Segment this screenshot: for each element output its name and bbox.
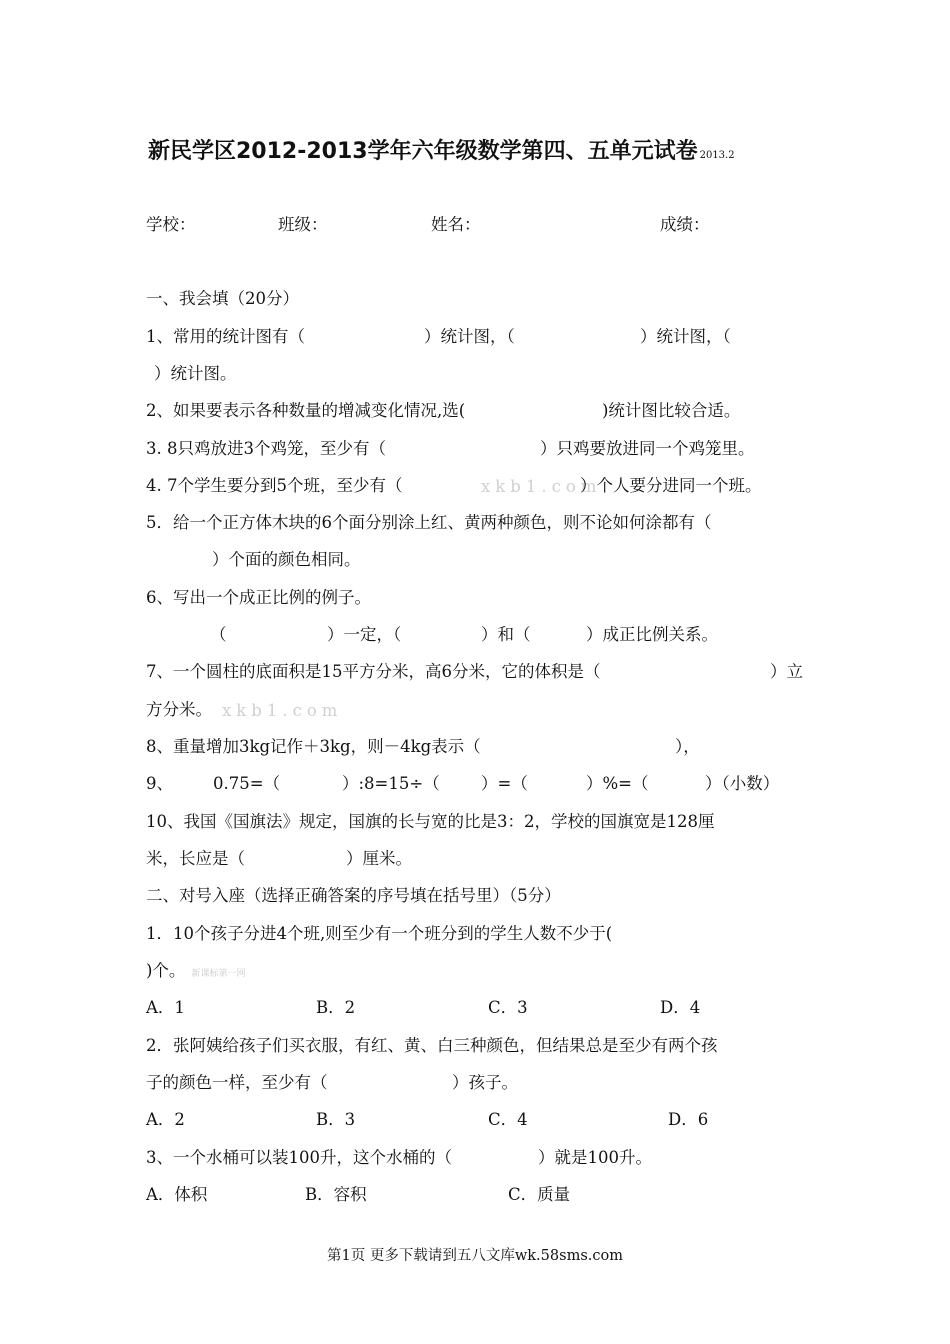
q9-part-d: ）=（ [481, 774, 528, 793]
q3-part-a: 3. 8只鸡放进3个鸡笼，至少有（ [146, 439, 386, 458]
section2-heading: 二、对号入座（选择正确答案的序号填在括号里）（5分） [146, 886, 561, 905]
s2-q1-part-a: 1．10个孩子分进4个班,则至少有一个班分到的学生人数不少于( [146, 924, 613, 943]
s2-q1-option-b: B．2 [316, 998, 356, 1017]
s2-q3-option-c: C．质量 [508, 1185, 571, 1204]
s2-q3-part-b: ）就是100升。 [538, 1148, 652, 1167]
s2-q2-option-c: C．4 [488, 1110, 528, 1129]
s2-q2-option-a: A．2 [146, 1110, 185, 1129]
q5-part-b: ）个面的颜色相同。 [212, 550, 361, 569]
s2-q3-option-b: B．容积 [305, 1185, 367, 1204]
q10-part-a: 10、我国《国旗法》规定，国旗的长与宽的比是3：2，学校的国旗宽是128厘 [146, 812, 715, 831]
q6-part-a: 6、写出一个成正比例的例子。 [146, 588, 371, 607]
q2-part-a: 2、如果要表示各种数量的增减变化情况,选( [146, 401, 466, 420]
q7-watermark: xkb1.com [222, 701, 343, 720]
s2-q1-part-b [146, 959, 245, 986]
q8-part-a: 8、重量增加3kg记作＋3kg，则－4kg表示（ [146, 737, 481, 756]
q9-part-e: ）%=（ [586, 774, 649, 793]
q1-part-b: ）统计图，（ [424, 327, 515, 346]
q2-part-b: )统计图比较合适。 [602, 401, 741, 420]
q7-part-c: 方分米。 [146, 700, 212, 719]
section1-heading: 一、我会填（20分） [146, 289, 299, 308]
q6-part-e: ）成正比例关系。 [586, 625, 718, 644]
q10-part-b: 米，长应是（ [146, 849, 245, 868]
s2-q2-part-c: ）孩子。 [452, 1073, 518, 1092]
s2-q1-option-d: D．4 [660, 998, 701, 1017]
page-footer: 第1页 更多下载请到五八文库wk.58sms.com [327, 1248, 623, 1264]
q4-part-a: 4. 7个学生要分到5个班，至少有（ [146, 476, 403, 495]
q1-part-c: ）统计图，（ [640, 327, 731, 346]
class-label: 班级： [278, 215, 328, 234]
name-label: 姓名： [431, 215, 481, 234]
q9-part-a: 9、 [146, 774, 173, 793]
s2-q1-option-a: A．1 [146, 998, 185, 1017]
s2-q2-option-b: B．3 [316, 1110, 356, 1129]
s2-q1-part-b-text: )个。 [146, 961, 186, 980]
q9-part-c: ）:8=15÷（ [342, 774, 440, 793]
s2-q3-part-a: 3、一个水桶可以装100升，这个水桶的（ [146, 1148, 452, 1167]
q5-part-a: 5．给一个正方体木块的6个面分别涂上红、黄两种颜色，则不论如何涂都有（ [146, 513, 712, 532]
title-text: 新民学区2012-2013学年六年级数学第四、五单元试卷 [148, 139, 698, 164]
q4-part-b: ）个人要分进同一个班。 [580, 476, 762, 495]
s2-q1-option-c: C．3 [488, 998, 528, 1017]
q4-watermark: xkb1.com [481, 477, 602, 496]
q3-part-b: ）只鸡要放进同一个鸡笼里。 [540, 439, 755, 458]
s2-q2-part-a: 2．张阿姨给孩子们买衣服，有红、黄、白三种颜色，但结果总是至少有两个孩 [146, 1036, 718, 1055]
q8-part-b: ）， [675, 737, 700, 756]
q7-part-a: 7、一个圆柱的底面积是15平方分米，高6分米，它的体积是（ [146, 662, 601, 681]
q9-part-b: 0.75=（ [213, 774, 281, 793]
q6-part-c: ）一定，（ [327, 625, 402, 644]
s2-q2-part-b: 子的颜色一样，至少有（ [146, 1073, 328, 1092]
q10-part-c: ）厘米。 [346, 849, 412, 868]
q6-part-d: ）和（ [481, 625, 531, 644]
page-title [148, 134, 848, 165]
q6-part-b: （ [210, 625, 227, 644]
title-date: 2013.2 [699, 150, 735, 161]
q1-part-a: 1、常用的统计图有（ [146, 327, 305, 346]
s2-q2-option-d: D．6 [668, 1110, 709, 1129]
s2-q1-watermark: 新课标第一网 [191, 969, 246, 979]
q7-part-b: ）立 [770, 662, 803, 681]
score-label: 成绩： [660, 215, 710, 234]
q9-part-f: ）（小数） [705, 774, 780, 793]
s2-q3-option-a: A．体积 [146, 1185, 208, 1204]
q1-part-d: ）统计图。 [154, 364, 237, 383]
school-label: 学校： [146, 215, 196, 234]
